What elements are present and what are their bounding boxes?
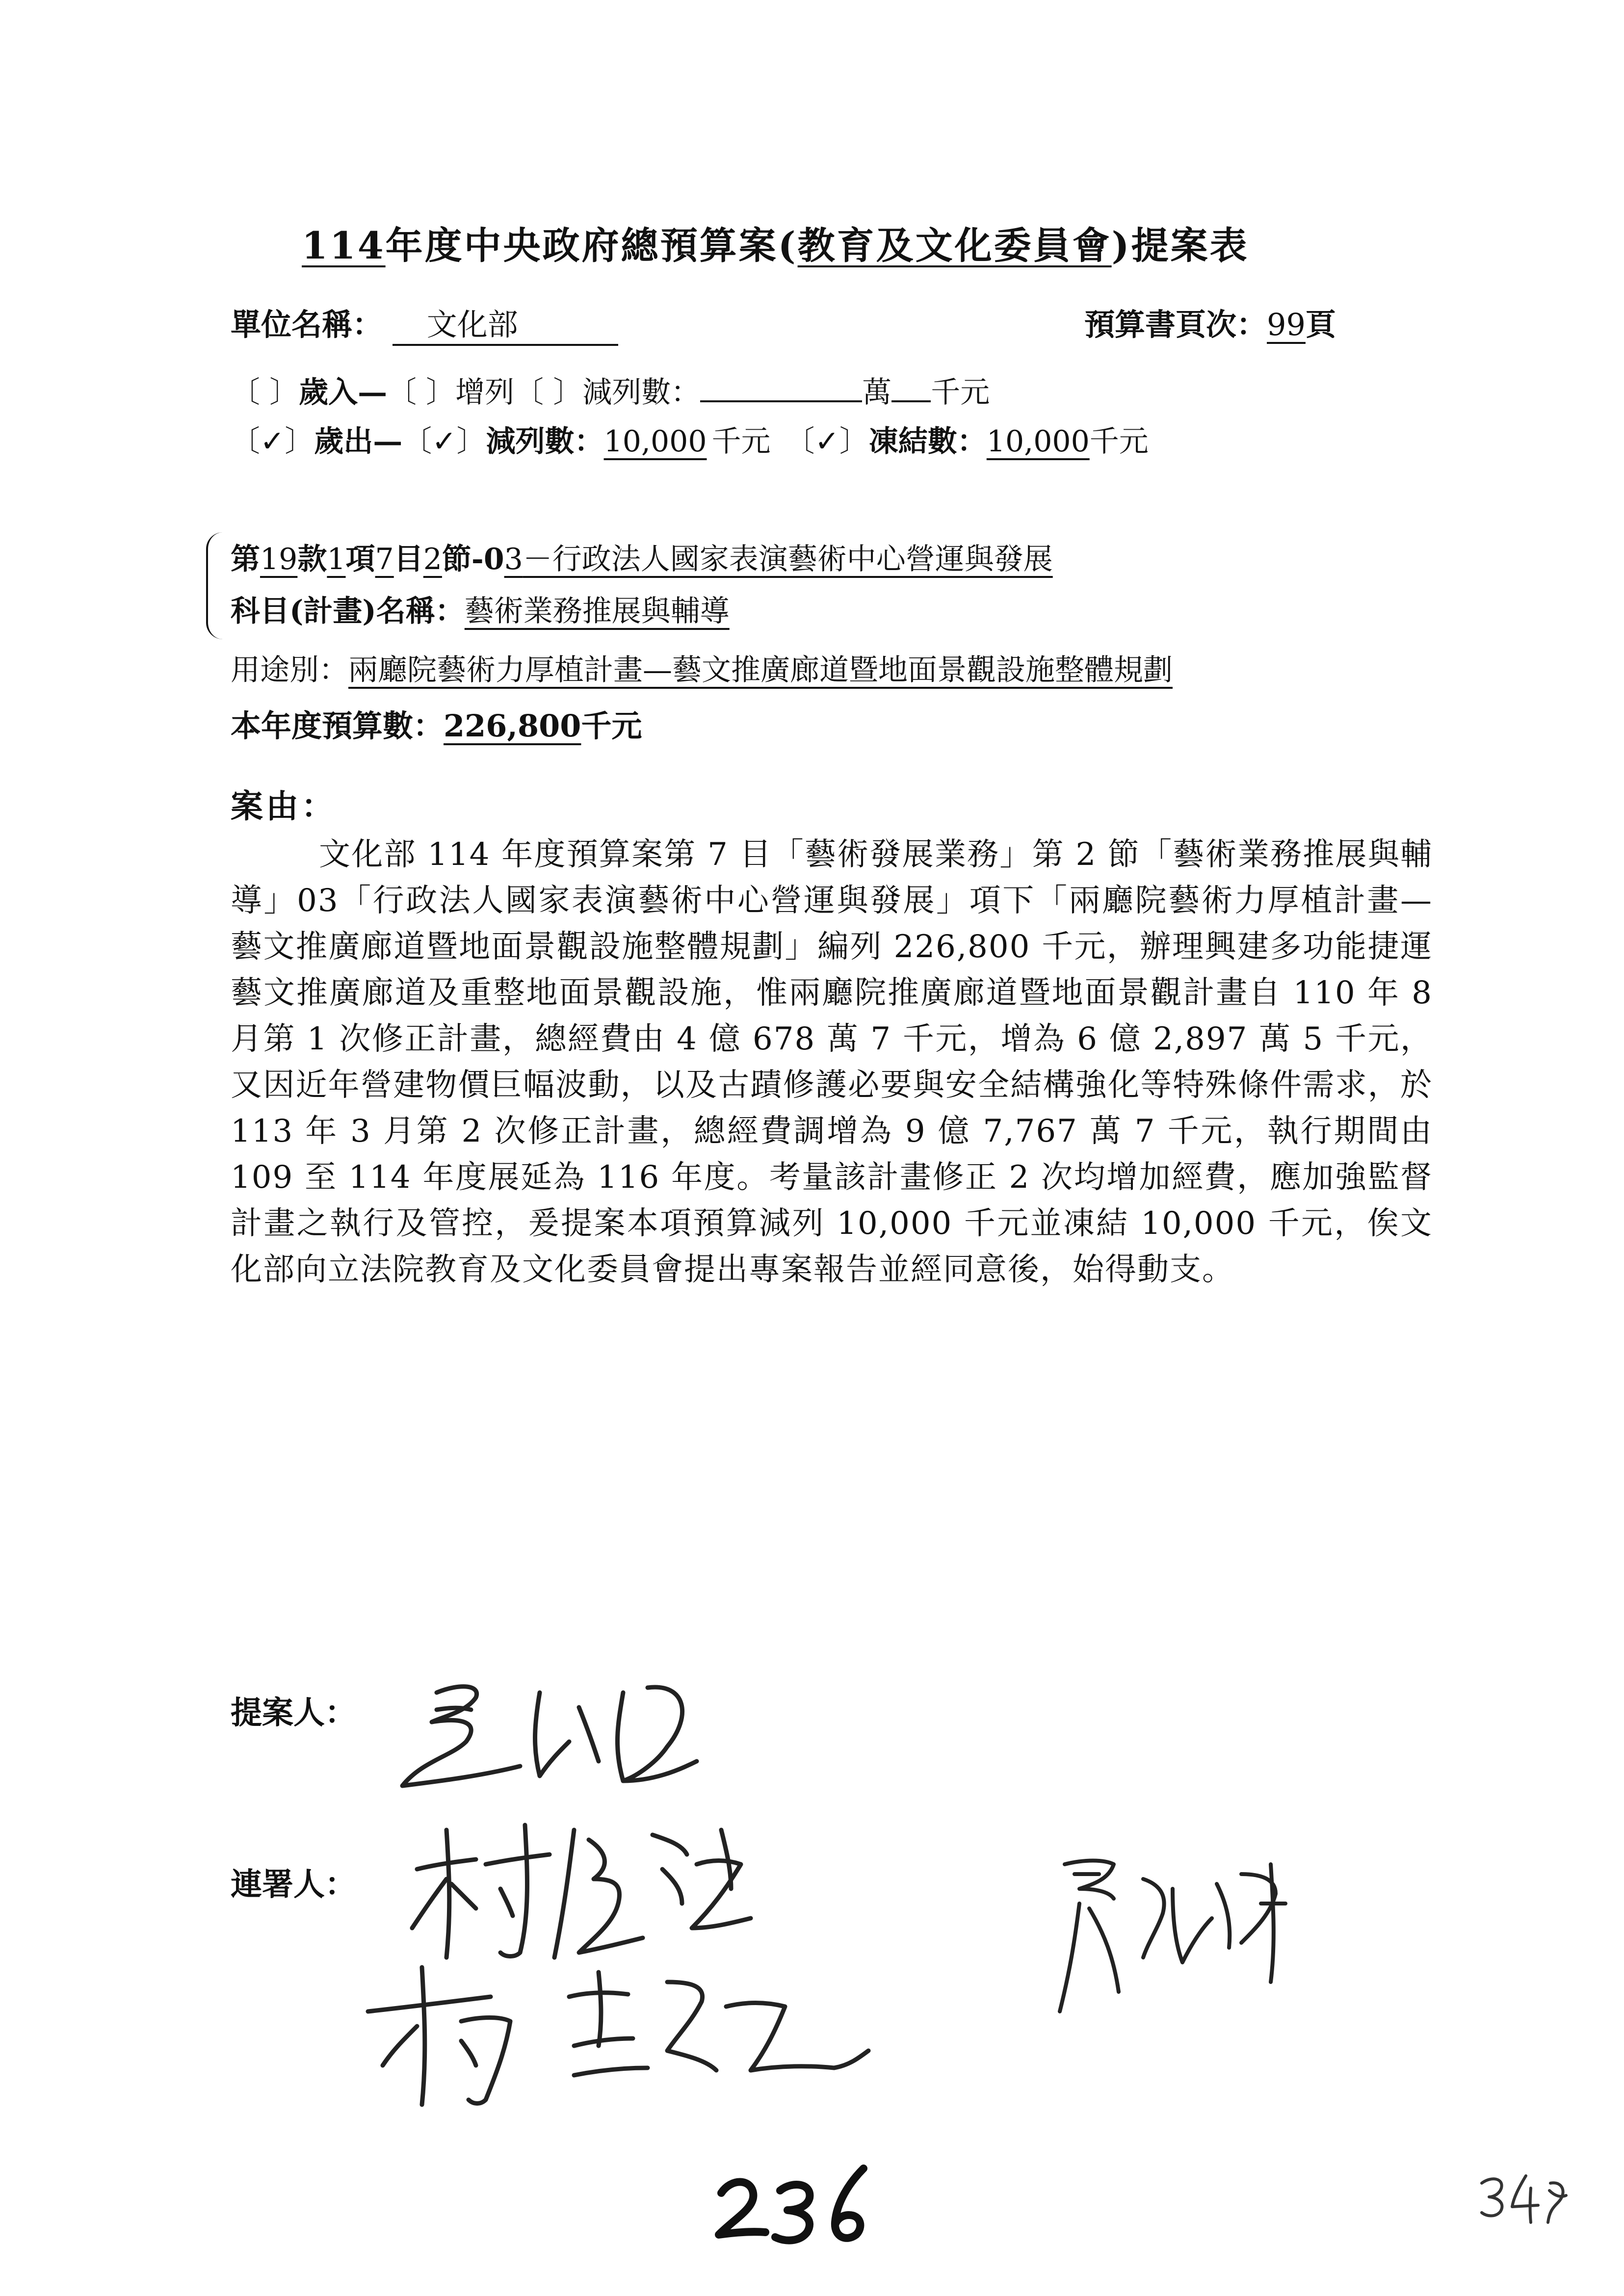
item-xiang: 1: [327, 542, 346, 576]
page-ref: [1084, 300, 1336, 344]
reason-text: 文化部 114 年度預算案第 7 目「藝術發展業務」第 2 節「藝術業務推展與輔導」03「行政法人國家表演藝術中心營運與發展」項下「兩廳院藝術力厚植計畫—藝文推廣廊道暨地面景觀設施整體規劃」編列 226,800 千元，辦理興建多功能捷運藝文推廣廊道及重整地面景觀設施，惟兩廳院推廣廊道暨地面景觀計畫自 110 年 8 月第 1 次修正計畫，總經費由 4 億 678 萬 7 千元，增為 6 億 2,897 萬 5 千元，又因近年營建物價巨幅波動，以及古蹟修護必要與安全結構強化等特殊條件需求，於 113 年 3 月第 2 次修正計畫，總經費調增為 9 億 7,767 萬 7 千元，執行期間由 109 至 114 年度展延為 116 年度。考量該計畫修正 2 次均增加經費，應加強監督計畫之執行及管控，爰提案本項預算減列 10,000 千元並凍結 10,000 千元，俟文化部向立法院教育及文化委員會提出專案報告並經同意後，始得動支。: [231, 836, 1433, 1288]
title-part1: 年度中央政府總預算案(: [385, 224, 798, 267]
cosigner-signature-3: [1045, 1845, 1300, 2021]
subject-label: 科目(計畫)名稱：: [231, 594, 465, 628]
revenue-blank-1: [700, 371, 862, 402]
item-jie-label: 節-0: [442, 542, 504, 576]
proposer-signature: [393, 1663, 707, 1810]
revenue-bracket-3: 〔 〕: [514, 375, 583, 410]
handwritten-corner-number: [1477, 2168, 1570, 2227]
revenue-bracket-2: 〔 〕: [387, 375, 456, 410]
expense-freeze-unit: 千元: [1089, 424, 1149, 459]
expense-bracket-2: 〔✓〕: [402, 424, 486, 459]
cosigners-label: 連署人：: [231, 1866, 356, 1903]
unit-value-box: [393, 300, 618, 346]
title-year: 114: [302, 224, 386, 267]
page-label: 預算書頁次：: [1084, 307, 1267, 342]
usage-line: [231, 647, 1173, 689]
expense-bracket-3: 〔✓〕: [785, 424, 869, 459]
item-brace: [206, 532, 223, 639]
item-name: －行政法人國家表演藝術中心營運與發展: [523, 542, 1053, 576]
title-committee: 教育及文化委員會: [797, 224, 1112, 267]
usage-value: 兩廳院藝術力厚植計畫—藝文推廣廊道暨地面景觀設施整體規劃: [348, 653, 1173, 687]
expense-cut-value: 10,000: [603, 424, 707, 459]
item-prefix: 第: [231, 542, 260, 576]
unit-label: 單位名稱：: [231, 307, 383, 342]
revenue-label: 歲入—: [299, 375, 388, 410]
expense-cut-label: 減列數：: [486, 424, 604, 459]
revenue-unit-2: 千元: [931, 375, 990, 410]
annual-budget-label: 本年度預算數：: [231, 708, 444, 744]
item-xiang-label: 項: [345, 542, 375, 576]
cosigner-signature-1: [407, 1810, 770, 1972]
unit-row: [231, 300, 618, 346]
revenue-increase: 增列: [455, 375, 515, 410]
item-jie: 2: [423, 542, 442, 576]
expense-freeze-label: 凍結數：: [868, 424, 987, 459]
subject-line: [231, 588, 730, 630]
handwritten-page-number: [707, 2154, 883, 2252]
revenue-decrease: 減列數：: [582, 375, 701, 410]
revenue-unit-1: 萬: [862, 375, 892, 410]
item-mu: 7: [375, 542, 394, 576]
expense-cut-unit: 千元: [711, 424, 771, 459]
proposer-label: 提案人：: [231, 1695, 356, 1731]
expense-freeze-value: 10,000: [986, 424, 1090, 459]
annual-budget-unit: 千元: [581, 708, 642, 744]
subject-value: 藝術業務推展與輔導: [464, 594, 730, 628]
title-part2: )提案表: [1111, 224, 1249, 267]
item-kuan-label: 款: [297, 542, 327, 576]
page-suffix: 頁: [1305, 307, 1336, 342]
budget-item-line: [231, 536, 1053, 578]
revenue-bracket-1: 〔 〕: [231, 375, 299, 410]
item-jie-code: 3: [504, 542, 523, 576]
item-kuan: 19: [260, 542, 298, 576]
revenue-line: [231, 369, 990, 411]
cosigner-signature-2: [363, 1953, 873, 2114]
document-title: [302, 216, 1249, 269]
usage-label: 用途別：: [231, 653, 348, 687]
annual-budget-value: 226,800: [444, 708, 581, 744]
revenue-blank-2: [891, 371, 931, 402]
page-value: 99: [1267, 307, 1306, 342]
annual-budget-line: [231, 702, 642, 745]
expense-line: [231, 418, 1149, 460]
item-mu-label: 目: [393, 542, 423, 576]
unit-value: 文化部: [426, 307, 518, 342]
reason-heading: 案由：: [231, 787, 337, 825]
expense-bracket-1: 〔✓〕: [231, 424, 314, 459]
expense-label: 歲出—: [314, 424, 403, 459]
